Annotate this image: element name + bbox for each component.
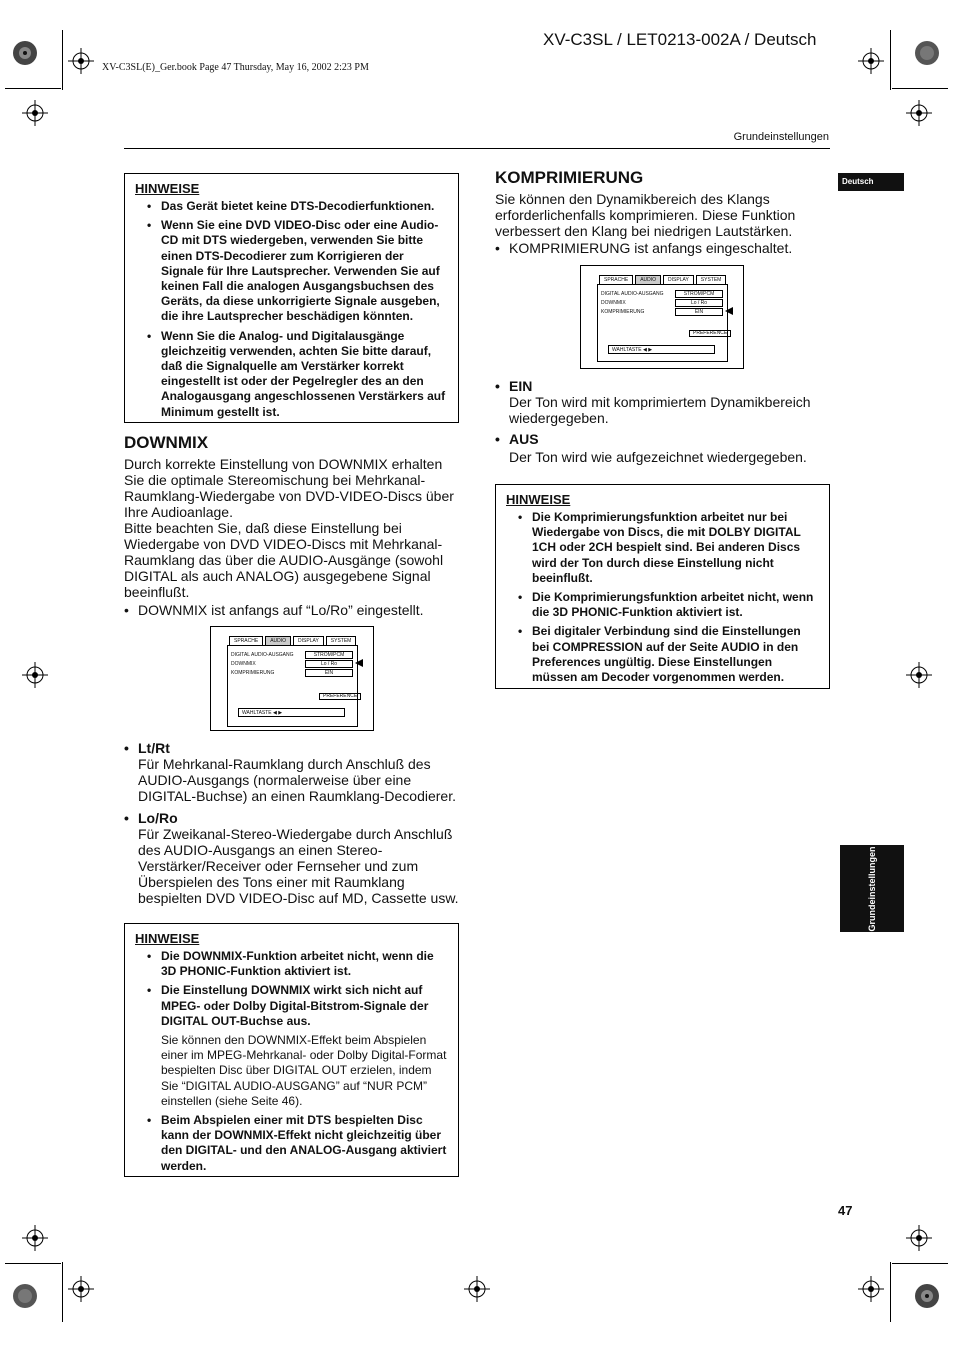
option-aus-label: • AUS <box>495 431 835 447</box>
crosshair-mark-icon <box>906 100 932 126</box>
komprimierung-default-note: • KOMPRIMIERUNG ist anfangs eingeschaltet. <box>495 240 830 256</box>
komprimierung-heading: KOMPRIMIERUNG <box>495 168 644 187</box>
section-header: Grundeinstellungen <box>733 131 829 143</box>
komprimierung-options <box>495 378 835 465</box>
option-ltrt-text: Für Mehrkanal-Raumklang durch Anschluß des AUDIO-Ausgangs (normalerweise über eine DIGITAL-Buchse) an einen Raumklang-Decodierer. <box>138 756 457 804</box>
note-item: • Die DOWNMIX-Funktion arbeitet nicht, wenn die 3D PHONIC-Funktion aktiviert ist. <box>161 949 448 979</box>
note-item: • Wenn Sie die Analog- und Digitalausgänge gleichzeitig verwenden, achten Sie bitte darauf, daß die Signalquelle am Verstärker korrekt eingestellt ist oder der Pegelregler des an den Analogausgang angeschlossenen Verstärkers auf Minimum gestellt ist. <box>161 329 448 420</box>
crop-line <box>5 88 61 89</box>
notes-title: HINWEISE <box>135 181 200 196</box>
registration-mark-icon <box>12 40 38 66</box>
menu-wahltaste: WAHLTASTE ◀ ▶ <box>238 708 345 717</box>
notes-title: HINWEISE <box>506 492 571 507</box>
note-item <box>161 983 448 1109</box>
option-aus-text: Der Ton wird wie aufgezeichnet wiedergegeben. <box>509 449 807 465</box>
menu-tabs <box>229 636 358 645</box>
downmix-options <box>124 740 464 906</box>
crosshair-mark-icon <box>906 662 932 688</box>
registration-mark-icon <box>914 40 940 66</box>
menu-preference-label: PREFERENCE <box>689 330 731 337</box>
notes-box-dts <box>124 173 459 423</box>
menu-row-label: DIGITAL AUDIO-AUSGANG <box>601 291 664 297</box>
crosshair-mark-icon <box>68 1276 94 1302</box>
crop-line <box>5 1263 61 1264</box>
menu-tab: SYSTEM <box>696 275 727 284</box>
menu-tab: DISPLAY <box>663 275 694 284</box>
header-rule <box>124 148 830 149</box>
book-info: XV-C3SL(E)_Ger.book Page 47 Thursday, May 16, 2002 2:23 PM <box>102 62 369 73</box>
note-item: • Wenn Sie eine DVD VIDEO-Disc oder eine Audio-CD mit DTS wiedergeben, verwenden Sie bitte einen DTS-Decodierer zum Korrigieren der Signale für Ihre Lautsprecher. Verwenden Sie auf keinen Fall die analogen Ausgangsbuchsen des Geräts, da diese unkorrigierte Signale ausgeben, die ihre Lautsprecher beschädigen könnten. <box>161 218 448 324</box>
note-item: • Das Gerät bietet keine DTS-Decodierfunktionen. <box>161 199 448 214</box>
komprimierung-menu-screenshot <box>580 265 744 369</box>
menu-value: STROM/PCM <box>305 651 353 659</box>
menu-tab: AUDIO <box>635 275 661 284</box>
crosshair-mark-icon <box>68 48 94 74</box>
note-item: • Die Komprimierungsfunktion arbeitet nur bei Wiedergabe von Discs, die mit DOLBY DIGITAL 1CH oder 2CH bespielt sind. Bei anderen Discs wird der Ton durch diese Einstellung nicht beeinflußt. <box>532 510 819 586</box>
note-item-sub: Sie können den DOWNMIX-Effekt beim Abspielen einer im MPEG-Mehrkanal- oder Dolby Digital-Format bespielten Disc über DIGITAL OUT erzielen, indem Sie “DIGITAL AUDIO-AUSGANG” auf “NUR PCM” einstellen (siehe Seite 46). <box>161 1033 447 1108</box>
crosshair-mark-icon <box>22 1225 48 1251</box>
downmix-intro <box>124 456 460 618</box>
komprimierung-intro <box>495 191 830 256</box>
option-loro-text: Für Zweikanal-Stereo-Wiedergabe durch Anschluß des AUDIO-Ausgangs an einen Stereo-Verstärker/Receiver oder Fernseher und zum Überspielen des Tons einer mit Raumklang bespielten DVD VIDEO-Disc auf MD, Cassette usw. <box>138 826 459 906</box>
downmix-menu-screenshot <box>210 626 374 731</box>
document-title: XV-C3SL / LET0213-002A / Deutsch <box>543 30 817 49</box>
crosshair-mark-icon <box>906 1225 932 1251</box>
pointer-arrow-icon <box>725 307 733 315</box>
crosshair-mark-icon <box>858 48 884 74</box>
crop-line <box>890 30 891 90</box>
registration-mark-icon <box>12 1283 38 1309</box>
note-item: • Beim Abspielen einer mit DTS bespielten Disc kann der DOWNMIX-Effekt nicht gleichzeitig über den DIGITAL- und den ANALOG-Ausgang aktiviert werden. <box>161 1113 448 1174</box>
language-tab: Deutsch <box>838 173 904 191</box>
crosshair-mark-icon <box>22 662 48 688</box>
notes-box-downmix <box>124 923 459 1177</box>
downmix-default-note: • DOWNMIX ist anfangs auf “Lo/Ro” eingestellt. <box>124 602 460 618</box>
downmix-para1: Durch korrekte Einstellung von DOWNMIX erhalten Sie die optimale Stereomischung bei Mehrkanal-Raumklang-Wiedergabe von DVD-VIDEO-Discs über Ihre Audioanlage. <box>124 456 454 520</box>
note-item: • Die Komprimierungsfunktion arbeitet nicht, wenn die 3D PHONIC-Funktion aktiviert ist. <box>532 590 819 620</box>
menu-value: Lo / Ro <box>675 299 723 307</box>
menu-row-label: DIGITAL AUDIO-AUSGANG <box>231 652 294 658</box>
notes-title: HINWEISE <box>135 931 200 946</box>
note-item: • Bei digitaler Verbindung sind die Einstellungen bei COMPRESSION auf der Seite AUDIO in den Preferences ungültig. Diese Einstellungen müssen am Decoder vorgenommen werden. <box>532 624 819 685</box>
crop-line <box>62 30 63 90</box>
menu-value: EIN <box>675 308 723 316</box>
crosshair-mark-icon <box>464 1276 490 1302</box>
crop-line <box>892 1263 948 1264</box>
crosshair-mark-icon <box>858 1276 884 1302</box>
menu-tab: SPRACHE <box>599 275 633 284</box>
crop-line <box>890 1262 891 1322</box>
notes-box-komprimierung <box>495 484 830 689</box>
menu-row-label: DOWNMIX <box>231 661 256 667</box>
menu-tab: DISPLAY <box>293 636 324 645</box>
downmix-para2: Bitte beachten Sie, daß diese Einstellung bei Wiedergabe von DVD VIDEO-Discs mit Mehrkanal-Raumklang das über die AUDIO-Ausgänge (sowohl DIGITAL als auch ANALOG) ausgegebene Signal beeinflußt. <box>124 520 444 600</box>
menu-row-label: KOMPRIMIERUNG <box>231 670 275 676</box>
menu-tab: SYSTEM <box>326 636 357 645</box>
menu-value: STROM/PCM <box>675 290 723 298</box>
menu-tabs <box>599 275 728 284</box>
menu-value: EIN <box>305 669 353 677</box>
menu-row-label: DOWNMIX <box>601 300 626 306</box>
option-ltrt-label: • Lt/Rt <box>124 740 464 756</box>
menu-tab: SPRACHE <box>229 636 263 645</box>
note-item-text: Die Einstellung DOWNMIX wirkt sich nicht auf MPEG- oder Dolby Digital-Bitstrom-Signale der DIGITAL OUT-Buchse aus. <box>161 983 429 1028</box>
chapter-tab-label: Grundeinstellungen <box>867 846 877 932</box>
pointer-arrow-icon <box>355 659 363 667</box>
downmix-heading: DOWNMIX <box>124 433 209 452</box>
registration-mark-icon <box>914 1283 940 1309</box>
menu-value: Lo / Ro <box>305 660 353 668</box>
option-ein-label: • EIN <box>495 378 835 394</box>
chapter-tab <box>840 845 904 932</box>
crop-line <box>892 88 948 89</box>
crosshair-mark-icon <box>22 100 48 126</box>
menu-preference-label: PREFERENCE <box>319 693 361 700</box>
option-ein-text: Der Ton wird mit komprimiertem Dynamikbereich wiedergegeben. <box>509 394 811 426</box>
option-loro-label: • Lo/Ro <box>124 810 464 826</box>
menu-wahltaste: WAHLTASTE ◀ ▶ <box>608 345 715 354</box>
komprimierung-para1: Sie können den Dynamikbereich des Klangs erforderlichenfalls komprimieren. Diese Funktion verbessert den Klang bei niedrigen Lautstärken. <box>495 191 796 239</box>
page-number: 47 <box>838 1203 853 1218</box>
crop-line <box>62 1262 63 1322</box>
menu-row-label: KOMPRIMIERUNG <box>601 309 645 315</box>
menu-tab: AUDIO <box>265 636 291 645</box>
